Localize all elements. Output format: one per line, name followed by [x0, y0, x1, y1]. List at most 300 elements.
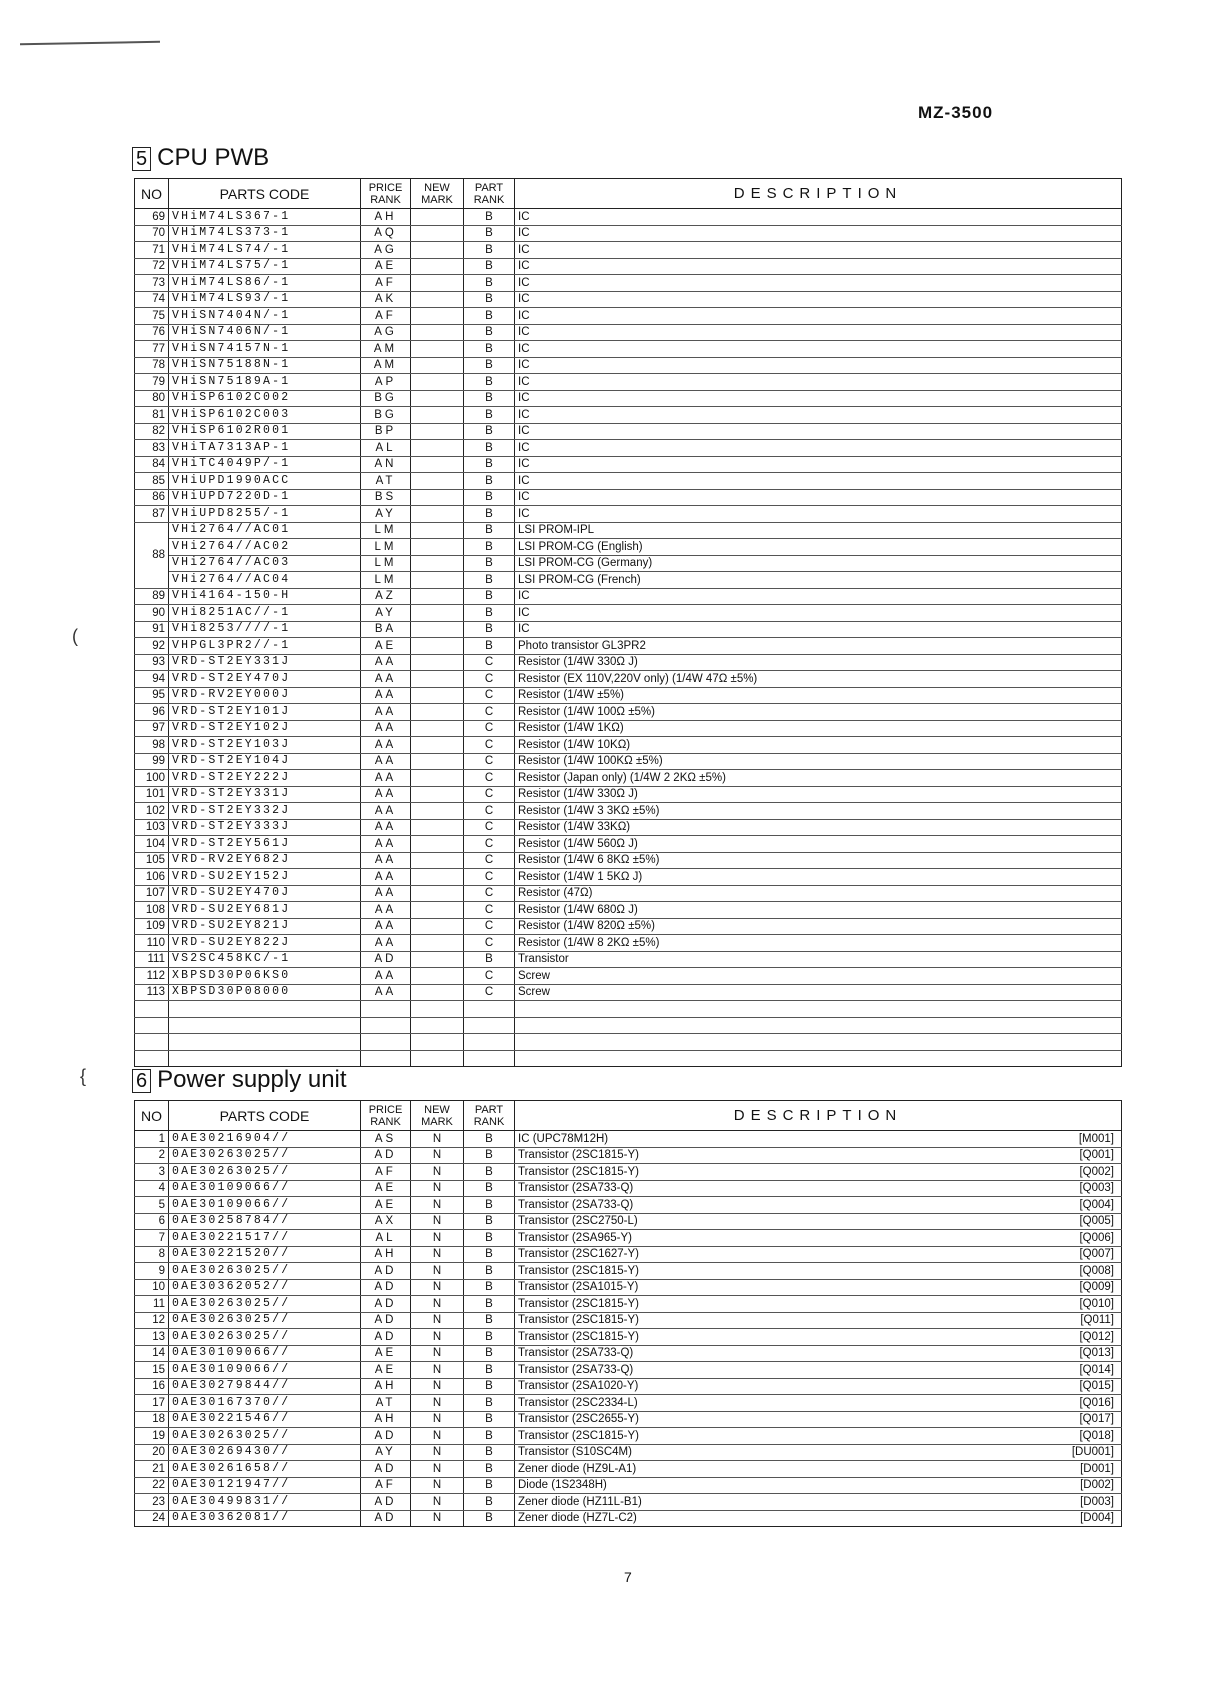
cell-description: [515, 572, 1122, 589]
cell-parts-code: 0AE30109066//: [169, 1362, 361, 1379]
cell-no: 7: [135, 1230, 169, 1247]
cell-description: [515, 539, 1122, 556]
section-title-text: Power supply unit: [157, 1066, 347, 1093]
cell-parts-code: VHi2764//AC04: [169, 572, 361, 589]
table-row: [135, 885, 1122, 902]
cell-description: [515, 473, 1122, 490]
cell-price-rank: AX: [361, 1213, 411, 1230]
description-text: Resistor (47Ω): [518, 887, 593, 900]
description-text: IC: [518, 408, 530, 421]
cell-parts-code: 0AE30279844//: [169, 1378, 361, 1395]
col-header-no: NO: [135, 179, 169, 209]
description-text: IC: [518, 491, 530, 504]
cell-part-rank: B: [464, 1345, 515, 1362]
cell-parts-code: 0AE30216904//: [169, 1131, 361, 1148]
empty-cell: [411, 1017, 464, 1034]
reference-designator: [Q008]: [1079, 1264, 1114, 1277]
table-row: [135, 1329, 1122, 1346]
cell-parts-code: VRD-SU2EY152J: [169, 869, 361, 886]
table-row: [135, 786, 1122, 803]
cell-part-rank: B: [464, 1164, 515, 1181]
cell-parts-code: VHiTA7313AP-1: [169, 440, 361, 457]
table-row: [135, 1461, 1122, 1478]
cell-price-rank: AL: [361, 1230, 411, 1247]
table-row: [135, 605, 1122, 622]
cell-no: 91: [135, 621, 169, 638]
cell-no: 81: [135, 407, 169, 424]
cell-part-rank: B: [464, 588, 515, 605]
cell-price-rank: AH: [361, 1411, 411, 1428]
cell-part-rank: C: [464, 654, 515, 671]
cell-no: 18: [135, 1411, 169, 1428]
cell-parts-code: 0AE30258784//: [169, 1213, 361, 1230]
cell-price-rank: AE: [361, 1345, 411, 1362]
cell-description: [515, 1246, 1122, 1263]
cell-part-rank: B: [464, 539, 515, 556]
cell-parts-code: 0AE30109066//: [169, 1180, 361, 1197]
empty-cell: [135, 1050, 169, 1067]
empty-cell: [135, 1001, 169, 1018]
table-row: [135, 423, 1122, 440]
cell-new-mark: [411, 242, 464, 259]
table-row: [135, 1428, 1122, 1445]
description-text: IC: [518, 441, 530, 454]
table-row: [135, 1197, 1122, 1214]
description-text: LSI PROM-CG (French): [518, 573, 641, 586]
description-text: Resistor (1/4W 330Ω J): [518, 788, 638, 801]
cell-new-mark: N: [411, 1147, 464, 1164]
cell-price-rank: AA: [361, 935, 411, 952]
cell-description: [515, 1461, 1122, 1478]
table-row: [135, 1411, 1122, 1428]
cell-no: 110: [135, 935, 169, 952]
empty-cell: [464, 1001, 515, 1018]
cell-parts-code: VHiSP6102C002: [169, 390, 361, 407]
table-row: [135, 1477, 1122, 1494]
cell-price-rank: AF: [361, 308, 411, 325]
cell-description: [515, 1296, 1122, 1313]
reference-designator: [D002]: [1080, 1479, 1114, 1492]
cell-no: 108: [135, 902, 169, 919]
cell-new-mark: [411, 308, 464, 325]
description-text: Transistor (2SC1815-Y): [518, 1297, 640, 1310]
description-text: Transistor (2SC1815-Y): [518, 1165, 640, 1178]
empty-cell: [464, 1017, 515, 1034]
table-row: [135, 440, 1122, 457]
cell-part-rank: C: [464, 836, 515, 853]
cell-description: [515, 407, 1122, 424]
cell-new-mark: [411, 935, 464, 952]
cell-parts-code: VRD-ST2EY470J: [169, 671, 361, 688]
cell-no: 10: [135, 1279, 169, 1296]
cell-part-rank: B: [464, 390, 515, 407]
margin-mark: (: [72, 626, 78, 646]
description-text: Photo transistor GL3PR2: [518, 639, 646, 652]
cell-part-rank: C: [464, 869, 515, 886]
cell-no: 23: [135, 1494, 169, 1511]
table-row: [135, 935, 1122, 952]
cell-no: 76: [135, 324, 169, 341]
description-text: Resistor (1/4W 8 2KΩ ±5%): [518, 936, 660, 949]
cell-price-rank: AA: [361, 687, 411, 704]
cell-parts-code: XBPSD30P08000: [169, 984, 361, 1001]
cell-new-mark: [411, 621, 464, 638]
col-header-description: DESCRIPTION: [515, 179, 1122, 209]
cell-new-mark: [411, 737, 464, 754]
table-row: [135, 1312, 1122, 1329]
cell-part-rank: B: [464, 1296, 515, 1313]
cell-price-rank: AD: [361, 1263, 411, 1280]
cell-no: 73: [135, 275, 169, 292]
cell-parts-code: 0AE30263025//: [169, 1164, 361, 1181]
cell-price-rank: AQ: [361, 225, 411, 242]
cell-parts-code: VRD-ST2EY222J: [169, 770, 361, 787]
cell-part-rank: C: [464, 770, 515, 787]
description-text: Transistor (2SA733-Q): [518, 1363, 634, 1376]
cell-parts-code: VHi2764//AC02: [169, 539, 361, 556]
cell-new-mark: [411, 803, 464, 820]
cell-part-rank: B: [464, 1411, 515, 1428]
cell-description: [515, 374, 1122, 391]
cell-no: 69: [135, 209, 169, 226]
cell-parts-code: VHiSP6102R001: [169, 423, 361, 440]
description-text: IC: [518, 458, 530, 471]
empty-cell: [515, 1001, 1122, 1018]
cell-price-rank: AL: [361, 440, 411, 457]
table-row: [135, 654, 1122, 671]
cell-parts-code: VRD-ST2EY333J: [169, 819, 361, 836]
description-text: IC: [518, 359, 530, 372]
cell-no: 97: [135, 720, 169, 737]
cell-description: [515, 1147, 1122, 1164]
empty-cell: [361, 1017, 411, 1034]
table-row: [135, 918, 1122, 935]
cell-new-mark: N: [411, 1411, 464, 1428]
description-text: Transistor (S10SC4M): [518, 1446, 632, 1459]
table-row: [135, 1279, 1122, 1296]
cell-no: 88: [135, 522, 169, 588]
cell-description: [515, 1312, 1122, 1329]
cell-part-rank: B: [464, 1180, 515, 1197]
cell-parts-code: 0AE30221546//: [169, 1411, 361, 1428]
cell-parts-code: VRD-RV2EY682J: [169, 852, 361, 869]
cell-parts-code: VRD-ST2EY561J: [169, 836, 361, 853]
description-text: Transistor (2SA733-Q): [518, 1198, 634, 1211]
cell-part-rank: B: [464, 951, 515, 968]
description-text: Resistor (1/4W 33KΩ): [518, 821, 631, 834]
cell-part-rank: C: [464, 935, 515, 952]
description-text: Transistor (2SC1815-Y): [518, 1314, 640, 1327]
cell-price-rank: AN: [361, 456, 411, 473]
cell-parts-code: VHiUPD7220D-1: [169, 489, 361, 506]
description-text: Zener diode (HZ11L-B1): [518, 1495, 642, 1508]
cell-description: [515, 1230, 1122, 1247]
cell-parts-code: VRD-ST2EY101J: [169, 704, 361, 721]
cell-part-rank: B: [464, 1312, 515, 1329]
cell-new-mark: [411, 951, 464, 968]
description-text: Resistor (1/4W 560Ω J): [518, 837, 638, 850]
cell-price-rank: AY: [361, 605, 411, 622]
cell-price-rank: AA: [361, 720, 411, 737]
cell-no: 20: [135, 1444, 169, 1461]
cell-price-rank: AA: [361, 803, 411, 820]
cell-description: [515, 1345, 1122, 1362]
cell-description: [515, 1411, 1122, 1428]
cell-price-rank: AD: [361, 1494, 411, 1511]
cell-description: [515, 935, 1122, 952]
cell-price-rank: AA: [361, 770, 411, 787]
cell-price-rank: AA: [361, 836, 411, 853]
cell-description: [515, 522, 1122, 539]
cell-no: 112: [135, 968, 169, 985]
description-text: IC: [518, 623, 530, 636]
cell-parts-code: VHi2764//AC03: [169, 555, 361, 572]
cell-part-rank: B: [464, 308, 515, 325]
cell-part-rank: B: [464, 291, 515, 308]
table-row: [135, 374, 1122, 391]
reference-designator: [Q006]: [1079, 1231, 1114, 1244]
cell-no: 101: [135, 786, 169, 803]
cell-new-mark: [411, 638, 464, 655]
table-row: [135, 621, 1122, 638]
empty-cell: [169, 1017, 361, 1034]
cell-parts-code: VHi8253////-1: [169, 621, 361, 638]
table-row: [135, 1345, 1122, 1362]
cell-part-rank: C: [464, 786, 515, 803]
col-header-new-mark: NEW MARK: [411, 179, 464, 209]
cell-parts-code: 0AE30221520//: [169, 1246, 361, 1263]
cell-new-mark: N: [411, 1428, 464, 1445]
cell-parts-code: XBPSD30P06KS0: [169, 968, 361, 985]
cell-description: [515, 275, 1122, 292]
cell-description: [515, 984, 1122, 1001]
cell-no: 15: [135, 1362, 169, 1379]
cell-no: 71: [135, 242, 169, 259]
cell-part-rank: B: [464, 407, 515, 424]
description-text: Resistor (1/4W 100KΩ ±5%): [518, 755, 663, 768]
cell-parts-code: VHi2764//AC01: [169, 522, 361, 539]
description-text: IC: [518, 507, 530, 520]
cell-no: 96: [135, 704, 169, 721]
cell-price-rank: AY: [361, 506, 411, 523]
cell-no: 9: [135, 1263, 169, 1280]
cell-price-rank: AD: [361, 1428, 411, 1445]
cell-no: 80: [135, 390, 169, 407]
cell-description: [515, 1213, 1122, 1230]
cell-new-mark: N: [411, 1444, 464, 1461]
cell-no: 11: [135, 1296, 169, 1313]
table-row: [135, 902, 1122, 919]
cell-price-rank: BS: [361, 489, 411, 506]
cell-new-mark: [411, 852, 464, 869]
cell-new-mark: [411, 786, 464, 803]
cell-price-rank: AM: [361, 341, 411, 358]
cell-parts-code: VHi8251AC//-1: [169, 605, 361, 622]
cell-part-rank: C: [464, 720, 515, 737]
empty-cell: [464, 1034, 515, 1051]
cell-price-rank: LM: [361, 572, 411, 589]
description-text: IC: [518, 260, 530, 273]
cell-no: 2: [135, 1147, 169, 1164]
cell-description: [515, 621, 1122, 638]
cell-new-mark: [411, 209, 464, 226]
reference-designator: [Q005]: [1079, 1215, 1114, 1228]
cell-parts-code: 0AE30263025//: [169, 1147, 361, 1164]
cell-new-mark: N: [411, 1296, 464, 1313]
cell-no: 82: [135, 423, 169, 440]
cell-new-mark: [411, 654, 464, 671]
cell-new-mark: [411, 819, 464, 836]
table-row: [135, 1510, 1122, 1527]
cell-no: 1: [135, 1131, 169, 1148]
cell-part-rank: B: [464, 1395, 515, 1412]
cell-price-rank: AG: [361, 324, 411, 341]
cell-part-rank: B: [464, 506, 515, 523]
table-row: [135, 984, 1122, 1001]
table-row: [135, 1296, 1122, 1313]
cell-new-mark: [411, 572, 464, 589]
cell-description: [515, 918, 1122, 935]
cell-parts-code: VRD-SU2EY821J: [169, 918, 361, 935]
col-header-description: DESCRIPTION: [515, 1101, 1122, 1131]
cell-price-rank: AH: [361, 1246, 411, 1263]
cell-no: 13: [135, 1329, 169, 1346]
table-row: [135, 1147, 1122, 1164]
cell-description: [515, 1395, 1122, 1412]
cell-parts-code: VHiM74LS367-1: [169, 209, 361, 226]
cell-parts-code: 0AE30263025//: [169, 1428, 361, 1445]
col-header-parts-code: PARTS CODE: [169, 179, 361, 209]
cell-new-mark: N: [411, 1230, 464, 1247]
cell-part-rank: B: [464, 423, 515, 440]
cell-no: 85: [135, 473, 169, 490]
cell-no: 3: [135, 1164, 169, 1181]
cell-price-rank: AA: [361, 984, 411, 1001]
table-row: [135, 539, 1122, 556]
reference-designator: [D001]: [1080, 1462, 1114, 1475]
cell-price-rank: AA: [361, 918, 411, 935]
cell-description: [515, 258, 1122, 275]
description-text: Resistor (EX 110V,220V only) (1/4W 47Ω ±5%): [518, 672, 758, 685]
table-row: [135, 1494, 1122, 1511]
cell-description: [515, 1510, 1122, 1527]
cell-no: 95: [135, 687, 169, 704]
cell-price-rank: AE: [361, 1180, 411, 1197]
table-row: [135, 456, 1122, 473]
cell-new-mark: [411, 407, 464, 424]
description-text: Transistor (2SA1020-Y): [518, 1380, 639, 1393]
table-row: [135, 836, 1122, 853]
parts-table-cpu: [134, 178, 1122, 1067]
cell-price-rank: AG: [361, 242, 411, 259]
cell-part-rank: B: [464, 1213, 515, 1230]
table-row: [135, 1444, 1122, 1461]
cell-new-mark: [411, 291, 464, 308]
cell-parts-code: VHiSN7404N/-1: [169, 308, 361, 325]
cell-price-rank: AD: [361, 1279, 411, 1296]
cell-part-rank: C: [464, 819, 515, 836]
empty-cell: [464, 1050, 515, 1067]
cell-price-rank: AA: [361, 704, 411, 721]
cell-price-rank: AA: [361, 902, 411, 919]
cell-parts-code: VRD-SU2EY681J: [169, 902, 361, 919]
cell-new-mark: [411, 341, 464, 358]
cell-description: [515, 1378, 1122, 1395]
table-row: [135, 1263, 1122, 1280]
cell-new-mark: [411, 456, 464, 473]
cell-parts-code: 0AE30263025//: [169, 1296, 361, 1313]
cell-new-mark: [411, 753, 464, 770]
cell-part-rank: B: [464, 440, 515, 457]
cell-parts-code: VRD-SU2EY822J: [169, 935, 361, 952]
cell-no: 70: [135, 225, 169, 242]
cell-part-rank: B: [464, 621, 515, 638]
cell-price-rank: AT: [361, 1395, 411, 1412]
cell-no: 22: [135, 1477, 169, 1494]
empty-cell: [169, 1050, 361, 1067]
model-number: MZ-3500: [918, 103, 994, 122]
cell-description: [515, 1164, 1122, 1181]
cell-price-rank: LM: [361, 555, 411, 572]
cell-no: 4: [135, 1180, 169, 1197]
cell-new-mark: [411, 225, 464, 242]
table-row: [135, 770, 1122, 787]
section-title-psu: [132, 1066, 347, 1094]
cell-new-mark: N: [411, 1395, 464, 1412]
section-title-cpu: [132, 144, 269, 172]
cell-no: 78: [135, 357, 169, 374]
cell-price-rank: AS: [361, 1131, 411, 1148]
cell-description: [515, 968, 1122, 985]
cell-part-rank: B: [464, 275, 515, 292]
empty-cell: [169, 1034, 361, 1051]
cell-new-mark: [411, 324, 464, 341]
description-text: Transistor (2SC1815-Y): [518, 1429, 640, 1442]
table-row: [135, 968, 1122, 985]
cell-no: 100: [135, 770, 169, 787]
cell-part-rank: B: [464, 1378, 515, 1395]
cell-part-rank: B: [464, 258, 515, 275]
description-text: Transistor (2SC1627-Y): [518, 1248, 640, 1261]
cell-description: [515, 555, 1122, 572]
cell-new-mark: N: [411, 1213, 464, 1230]
cell-part-rank: B: [464, 456, 515, 473]
description-text: Transistor (2SC1815-Y): [518, 1149, 640, 1162]
cell-parts-code: VRD-ST2EY102J: [169, 720, 361, 737]
description-text: Transistor (2SC2750-L): [518, 1215, 638, 1228]
cell-no: 107: [135, 885, 169, 902]
cell-parts-code: 0AE30221517//: [169, 1230, 361, 1247]
cell-part-rank: B: [464, 209, 515, 226]
table-row: [135, 869, 1122, 886]
cell-price-rank: AF: [361, 1477, 411, 1494]
cell-no: 89: [135, 588, 169, 605]
cell-parts-code: VHPGL3PR2//-1: [169, 638, 361, 655]
cell-description: [515, 605, 1122, 622]
table-row: [135, 1246, 1122, 1263]
description-text: Transistor (2SC2334-L): [518, 1396, 638, 1409]
cell-price-rank: BG: [361, 390, 411, 407]
cell-parts-code: VRD-ST2EY332J: [169, 803, 361, 820]
cell-part-rank: B: [464, 1510, 515, 1527]
col-header-price-rank: PRICE RANK: [361, 179, 411, 209]
empty-cell: [411, 1001, 464, 1018]
cell-new-mark: [411, 836, 464, 853]
cell-part-rank: C: [464, 918, 515, 935]
cell-new-mark: [411, 869, 464, 886]
empty-cell: [411, 1050, 464, 1067]
cell-parts-code: VRD-ST2EY104J: [169, 753, 361, 770]
